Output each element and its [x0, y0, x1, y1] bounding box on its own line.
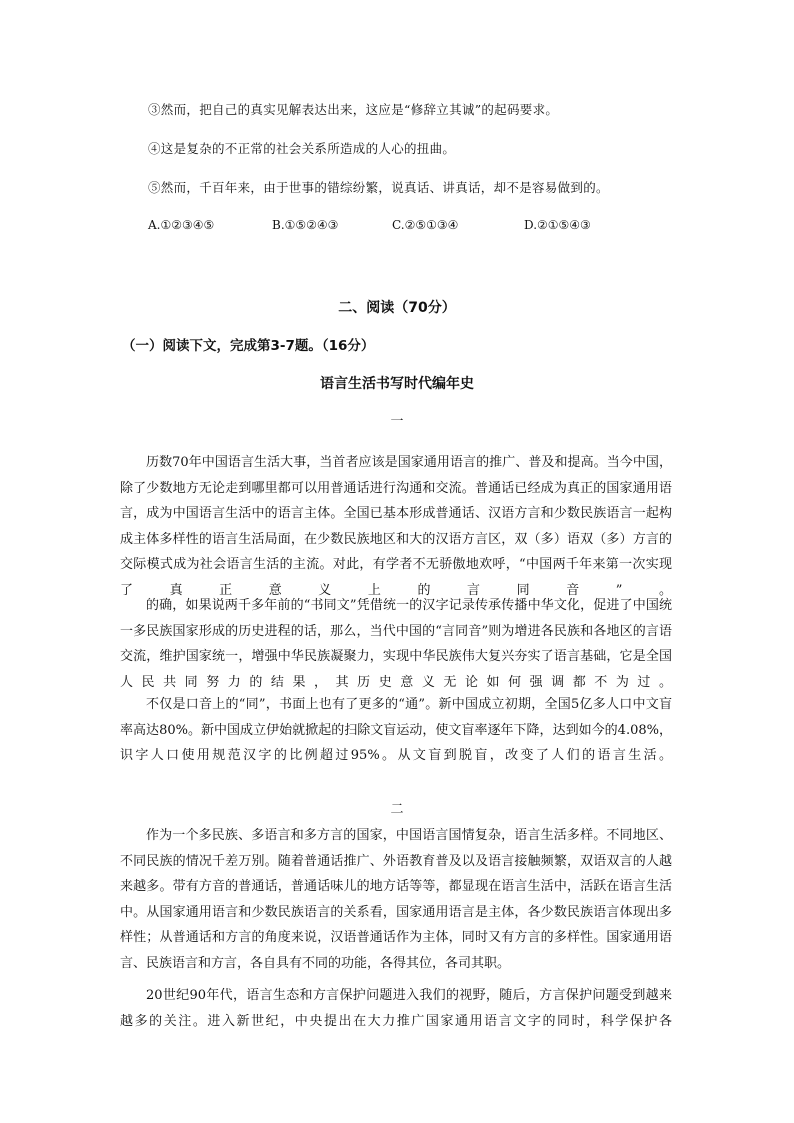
question-item-5: ⑤然而，千百年来，由于世事的错综纷繁，说真话、讲真话，却不是容易做到的。	[148, 180, 609, 195]
paragraph-2: 的确，如果说两千多年前的“书同文”凭借统一的汉字记录传承传播中华文化，促进了中国统一多民族国家形成的历史进程的话，那么，当代中国的“言同音”则为增进各民族和各地区的言语交流，维护国家统一，增强中华民族凝聚力，实现中华民族伟大复兴夯实了语言基础，它是全国人民共同努力的结果，其历史意义无论如何强调都不为过。	[120, 598, 672, 690]
option-d: D.②①⑤④③	[524, 218, 591, 232]
part-marker-one: 一	[390, 414, 404, 429]
question-item-3: ③然而，把自己的真实见解表达出来，这应是“修辞立其诚”的起码要求。	[148, 102, 559, 117]
article-title: 语言生活书写时代编年史	[320, 376, 474, 392]
paragraph-5: 20世纪90年代，语言生态和方言保护问题进入我们的视野，随后，方言保护问题受到越来越多的关注。进入新世纪，中央提出在大力推广国家通用语言文字的同时，科学保护各	[120, 988, 672, 1029]
option-c: C.②⑤①③④	[392, 218, 459, 232]
subsection-title: （一）阅读下文，完成第3-7题。（16分）	[122, 338, 375, 354]
paragraph-3: 不仅是口音上的“同”，书面上也有了更多的“通”。新中国成立初期，全国5亿多人口中文盲率高达80%。新中国成立伊始就掀起的扫除文盲运动，使文盲率逐年下降，达到如今的4.08%，识字人口使用规范汉字的比例超过95%。从文盲到脱盲，改变了人们的语言生活。	[120, 697, 672, 763]
paragraph-1: 历数70年中国语言生活大事，当首者应该是国家通用语言的推广、普及和提高。当今中国，除了少数地方无论走到哪里都可以用普通话进行沟通和交流。普通话已经成为真正的国家通用语言，成为中国语言生活中的语言主体。全国已基本形成普通话、汉语方言和少数民族语言一起构成主体多样性的语言生活局面，在少数民族地区和大的汉语方言区，双（多）语双（多）方言的交际模式成为社会语言生活的主流。对此，有学者不无骄傲地欢呼，“中国两千年来第一次实现了真正意义上的言同音”。	[120, 455, 672, 598]
option-b: B.①⑤②④③	[272, 218, 339, 232]
paragraph-4: 作为一个多民族、多语言和多方言的国家，中国语言国情复杂，语言生活多样。不同地区、不同民族的情况千差万别。随着普通话推广、外语教育普及以及语言接触频繁，双语双言的人越来越多。带有方音的普通话，普通话味儿的地方话等等，都显现在语言生活中，活跃在语言生活中。从国家通用语言和少数民族语言的关系看，国家通用语言是主体，各少数民族语言体现出多样性；从普通话和方言的角度来说，汉语普通话作为主体，同时又有方言的多样性。国家通用语言、民族语言和方言，各自具有不同的功能，各得其位，各司其职。	[120, 828, 672, 971]
option-a: A.①②③④⑤	[148, 218, 215, 232]
section-title: 二、阅读（70分）	[338, 300, 456, 316]
question-item-4: ④这是复杂的不正常的社会关系所造成的人心的扭曲。	[148, 141, 456, 156]
part-marker-two: 二	[390, 802, 404, 817]
